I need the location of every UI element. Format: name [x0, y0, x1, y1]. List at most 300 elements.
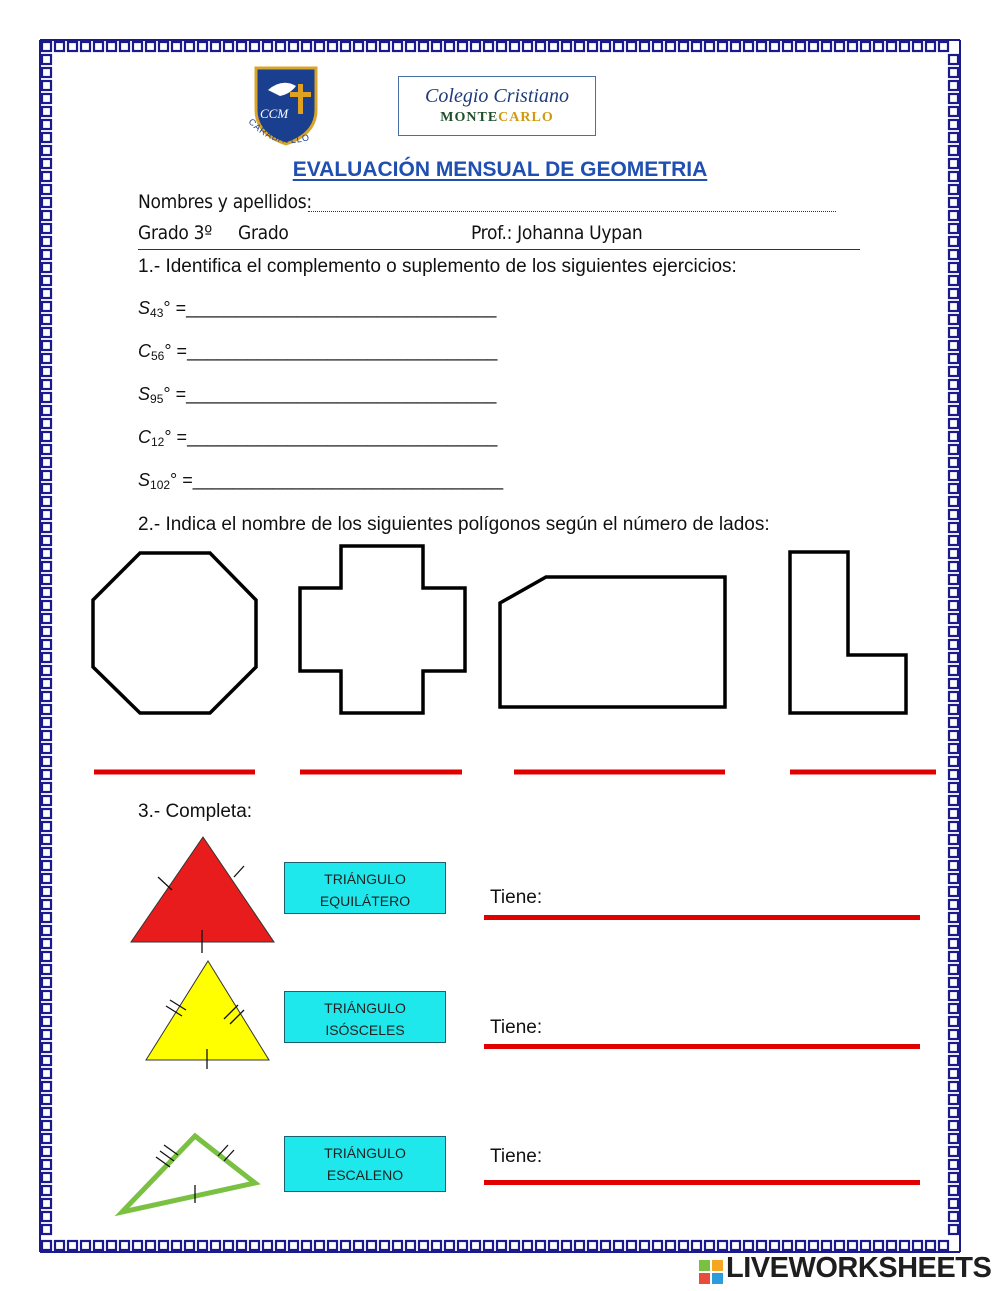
border-segment: [42, 367, 51, 376]
border-segment: [926, 1241, 935, 1250]
border-segment: [549, 42, 558, 51]
tiene-label: Tiene:: [490, 1146, 543, 1167]
border-segment: [393, 1241, 402, 1250]
border-segment: [471, 42, 480, 51]
border-segment: [237, 1241, 246, 1250]
school-name-part-b: CARLO: [498, 110, 554, 125]
border-segment: [653, 1241, 662, 1250]
triangles-figure: [110, 830, 290, 1220]
border-segment: [328, 1241, 337, 1250]
border-segment: [484, 1241, 493, 1250]
border-segment: [949, 315, 958, 324]
border-segment: [55, 1241, 64, 1250]
border-segment: [42, 354, 51, 363]
border-segment: [42, 1241, 51, 1250]
border-segment: [949, 848, 958, 857]
q2-prompt: 2.- Indica el nombre de los siguientes polígonos según el número de lados:: [138, 514, 770, 535]
school-crest-logo: [238, 60, 350, 150]
border-segment: [42, 81, 51, 90]
border-segment: [809, 42, 818, 51]
q3-prompt: 3.- Completa:: [138, 801, 253, 822]
octagon-shape: [93, 553, 256, 713]
border-segment: [949, 809, 958, 818]
border-segment: [900, 1241, 909, 1250]
border-segment: [42, 1056, 51, 1065]
border-segment: [575, 1241, 584, 1250]
crest-text: CCM: [260, 106, 289, 121]
border-segment: [861, 42, 870, 51]
border-segment: [949, 1004, 958, 1013]
border-segment: [42, 1043, 51, 1052]
border-segment: [949, 1108, 958, 1117]
border-segment: [949, 419, 958, 428]
border-segment: [42, 900, 51, 909]
header-divider: [138, 249, 860, 250]
border-segment: [949, 224, 958, 233]
border-segment: [42, 497, 51, 506]
teacher-label: Prof.: Johanna Uypan: [471, 222, 643, 244]
border-segment: [107, 1241, 116, 1250]
border-segment: [484, 42, 493, 51]
border-segment: [445, 42, 454, 51]
border-segment: [42, 1186, 51, 1195]
tiene-label: Tiene:: [490, 1017, 543, 1038]
border-segment: [445, 1241, 454, 1250]
border-segment: [42, 835, 51, 844]
border-segment: [224, 42, 233, 51]
answer-blank[interactable]: _______________________________: [192, 470, 504, 490]
grade-word: Grado: [238, 222, 289, 244]
border-segment: [640, 42, 649, 51]
border-segment: [341, 42, 350, 51]
border-segment: [949, 276, 958, 285]
border-segment: [250, 1241, 259, 1250]
border-segment: [42, 393, 51, 402]
border-segment: [809, 1241, 818, 1250]
border-segment: [133, 1241, 142, 1250]
border-segment: [380, 1241, 389, 1250]
border-segment: [159, 42, 168, 51]
border-segment: [835, 42, 844, 51]
border-segment: [949, 1095, 958, 1104]
border-segment: [406, 1241, 415, 1250]
border-segment: [900, 42, 909, 51]
border-segment: [757, 1241, 766, 1250]
border-segment: [887, 42, 896, 51]
border-segment: [718, 42, 727, 51]
q1-item: $C_{56}^\circ$ =_______________________________: [138, 341, 498, 363]
border-segment: [497, 42, 506, 51]
border-segment: [42, 991, 51, 1000]
border-segment: [94, 1241, 103, 1250]
border-segment: [42, 1212, 51, 1221]
border-segment: [42, 913, 51, 922]
border-segment: [250, 42, 259, 51]
border-segment: [949, 978, 958, 987]
border-segment: [536, 42, 545, 51]
border-segment: [276, 42, 285, 51]
box-line1: TRIÁNGULO: [324, 1000, 406, 1016]
border-segment: [42, 432, 51, 441]
border-segment: [679, 1241, 688, 1250]
box-line2: EQUILÁTERO: [319, 893, 411, 909]
name-field[interactable]: [308, 211, 836, 212]
border-segment: [949, 302, 958, 311]
border-segment: [949, 406, 958, 415]
answer-line[interactable]: [484, 1044, 920, 1049]
border-segment: [42, 445, 51, 454]
border-segment: [627, 42, 636, 51]
border-segment: [588, 1241, 597, 1250]
border-segment: [302, 1241, 311, 1250]
border-segment: [263, 1241, 272, 1250]
border-segment: [949, 107, 958, 116]
border-segment: [949, 471, 958, 480]
border-segment: [949, 510, 958, 519]
border-segment: [949, 952, 958, 961]
border-segment: [822, 42, 831, 51]
border-segment: [42, 289, 51, 298]
border-segment: [432, 42, 441, 51]
border-segment: [949, 1212, 958, 1221]
border-segment: [949, 289, 958, 298]
border-segment: [224, 1241, 233, 1250]
border-segment: [328, 42, 337, 51]
border-segment: [42, 42, 51, 51]
border-segment: [42, 341, 51, 350]
border-segment: [949, 991, 958, 1000]
border-segment: [42, 1121, 51, 1130]
border-segment: [42, 198, 51, 207]
border-segment: [949, 1225, 958, 1234]
border-segment: [367, 1241, 376, 1250]
page-title: EVALUACIÓN MENSUAL DE GEOMETRIA: [292, 158, 708, 181]
border-segment: [211, 42, 220, 51]
border-segment: [949, 835, 958, 844]
border-segment: [949, 250, 958, 259]
border-segment: [949, 328, 958, 337]
border-segment: [949, 1017, 958, 1026]
border-segment: [949, 913, 958, 922]
box-line1: TRIÁNGULO: [324, 1145, 406, 1161]
border-segment: [380, 42, 389, 51]
border-segment: [42, 107, 51, 116]
border-segment: [939, 1241, 948, 1250]
border-segment: [949, 861, 958, 870]
triangle-label-box: [284, 1136, 446, 1192]
border-segment: [315, 1241, 324, 1250]
border-segment: [949, 380, 958, 389]
border-segment: [42, 939, 51, 948]
border-segment: [510, 1241, 519, 1250]
grade-label: Grado 3º: [138, 222, 213, 244]
border-segment: [523, 42, 532, 51]
border-segment: [949, 1173, 958, 1182]
border-segment: [81, 1241, 90, 1250]
border-segment: [575, 42, 584, 51]
border-segment: [367, 42, 376, 51]
border-segment: [42, 1082, 51, 1091]
watermark-text: LIVEWORKSHEETS: [726, 1252, 992, 1284]
border-segment: [796, 42, 805, 51]
border-segment: [146, 42, 155, 51]
border-segment: [42, 861, 51, 870]
liveworksheets-logo-icon: [699, 1260, 723, 1284]
box-line2: ISÓSCELES: [325, 1022, 405, 1038]
school-name-line1: Colegio Cristiano: [425, 85, 569, 107]
border-segment: [276, 1241, 285, 1250]
border-segment: [705, 42, 714, 51]
border-segment: [861, 1241, 870, 1250]
border-segment: [146, 1241, 155, 1250]
border-segment: [172, 1241, 181, 1250]
border-segment: [185, 1241, 194, 1250]
border-segment: [949, 796, 958, 805]
border-segment: [949, 887, 958, 896]
border-segment: [949, 341, 958, 350]
border-segment: [874, 1241, 883, 1250]
border-segment: [949, 237, 958, 246]
border-segment: [614, 42, 623, 51]
border-segment: [185, 42, 194, 51]
name-label: Nombres y apellidos:: [138, 191, 312, 213]
isosceles-triangle: [146, 961, 269, 1060]
border-segment: [471, 1241, 480, 1250]
border-segment: [949, 94, 958, 103]
scalene-triangle: [122, 1136, 255, 1212]
border-segment: [949, 263, 958, 272]
border-segment: [133, 42, 142, 51]
border-segment: [42, 380, 51, 389]
border-segment: [42, 237, 51, 246]
border-segment: [949, 81, 958, 90]
border-segment: [949, 354, 958, 363]
answer-blank[interactable]: _______________________________: [187, 341, 498, 361]
border-segment: [42, 1134, 51, 1143]
border-segment: [81, 42, 90, 51]
pentagon-shape: [500, 577, 725, 707]
border-segment: [172, 42, 181, 51]
border-segment: [42, 276, 51, 285]
border-segment: [640, 1241, 649, 1250]
border-segment: [198, 42, 207, 51]
border-segment: [42, 874, 51, 883]
border-segment: [42, 952, 51, 961]
school-name-line2: [399, 110, 595, 126]
border-segment: [458, 42, 467, 51]
border-segment: [68, 1241, 77, 1250]
answer-blank[interactable]: _______________________________: [186, 298, 497, 318]
border-segment: [949, 445, 958, 454]
border-segment: [42, 68, 51, 77]
border-segment: [949, 874, 958, 883]
border-segment: [848, 1241, 857, 1250]
border-segment: [949, 926, 958, 935]
q1-item: $C_{12}^\circ$ =_______________________________: [138, 427, 498, 449]
border-segment: [42, 224, 51, 233]
border-segment: [949, 1134, 958, 1143]
border-segment: [42, 250, 51, 259]
border-segment: [627, 1241, 636, 1250]
border-segment: [42, 978, 51, 987]
answer-line[interactable]: [484, 915, 920, 920]
border-segment: [757, 42, 766, 51]
border-segment: [42, 1147, 51, 1156]
border-segment: [949, 367, 958, 376]
border-segment: [198, 1241, 207, 1250]
border-segment: [42, 796, 51, 805]
border-segment: [393, 42, 402, 51]
answer-line[interactable]: [484, 1180, 920, 1185]
border-segment: [949, 55, 958, 64]
border-segment: [926, 42, 935, 51]
border-segment: [848, 42, 857, 51]
border-segment: [939, 42, 948, 51]
border-segment: [419, 1241, 428, 1250]
border-segment: [949, 822, 958, 831]
border-segment: [42, 926, 51, 935]
border-segment: [120, 1241, 129, 1250]
q1-item: $S_{95}^\circ$ =_______________________________: [138, 384, 497, 406]
border-segment: [120, 42, 129, 51]
border-segment: [237, 42, 246, 51]
border-segment: [510, 42, 519, 51]
tiene-label: Tiene:: [490, 887, 543, 908]
answer-blank[interactable]: _______________________________: [186, 384, 497, 404]
cross-shape: [300, 546, 465, 713]
border-segment: [796, 1241, 805, 1250]
border-segment: [289, 42, 298, 51]
border-segment: [42, 1160, 51, 1169]
q1-item: $S_{43}^\circ$ =_______________________________: [138, 298, 497, 320]
border-segment: [42, 1004, 51, 1013]
border-segment: [949, 939, 958, 948]
border-segment: [601, 1241, 610, 1250]
border-segment: [55, 42, 64, 51]
border-segment: [42, 328, 51, 337]
answer-blank[interactable]: _______________________________: [187, 427, 498, 447]
border-segment: [42, 133, 51, 142]
box-line1: TRIÁNGULO: [324, 871, 406, 887]
border-segment: [949, 1147, 958, 1156]
border-segment: [949, 1186, 958, 1195]
q1-item: $S_{102}^\circ$ =_______________________________: [138, 470, 504, 492]
border-segment: [68, 42, 77, 51]
border-segment: [949, 1082, 958, 1091]
border-segment: [536, 1241, 545, 1250]
border-segment: [42, 1017, 51, 1026]
border-segment: [42, 55, 51, 64]
border-segment: [679, 42, 688, 51]
border-segment: [949, 1121, 958, 1130]
border-segment: [549, 1241, 558, 1250]
border-segment: [731, 1241, 740, 1250]
border-segment: [42, 848, 51, 857]
border-segment: [949, 1069, 958, 1078]
border-segment: [949, 211, 958, 220]
border-segment: [159, 1241, 168, 1250]
border-segment: [562, 42, 571, 51]
border-segment: [874, 42, 883, 51]
border-segment: [949, 146, 958, 155]
border-segment: [835, 1241, 844, 1250]
border-segment: [42, 406, 51, 415]
border-segment: [419, 42, 428, 51]
border-segment: [42, 809, 51, 818]
border-segment: [354, 42, 363, 51]
border-segment: [42, 146, 51, 155]
border-segment: [42, 1108, 51, 1117]
school-name-logo: [398, 76, 596, 136]
polygons-figure: [0, 530, 1000, 790]
border-segment: [42, 120, 51, 129]
border-segment: [458, 1241, 467, 1250]
border-segment: [42, 887, 51, 896]
border-segment: [913, 1241, 922, 1250]
box-line2: ESCALENO: [326, 1167, 404, 1183]
border-segment: [588, 42, 597, 51]
border-segment: [302, 42, 311, 51]
border-segment: [42, 94, 51, 103]
border-segment: [289, 1241, 298, 1250]
border-segment: [949, 497, 958, 506]
border-segment: [341, 1241, 350, 1250]
border-segment: [263, 42, 272, 51]
border-segment: [42, 1095, 51, 1104]
border-segment: [949, 393, 958, 402]
border-segment: [949, 185, 958, 194]
border-segment: [770, 1241, 779, 1250]
border-segment: [211, 1241, 220, 1250]
border-segment: [949, 900, 958, 909]
border-segment: [949, 1199, 958, 1208]
triangle-label-box: [284, 991, 446, 1043]
q1-prompt: 1.- Identifica el complemento o suplemento de los siguientes ejercicios:: [138, 256, 737, 277]
border-segment: [42, 185, 51, 194]
border-segment: [705, 1241, 714, 1250]
border-segment: [666, 42, 675, 51]
border-segment: [315, 42, 324, 51]
border-segment: [94, 42, 103, 51]
border-segment: [949, 133, 958, 142]
equilateral-triangle: [131, 837, 274, 942]
border-segment: [692, 1241, 701, 1250]
border-segment: [949, 965, 958, 974]
border-segment: [913, 42, 922, 51]
border-segment: [653, 42, 662, 51]
border-segment: [42, 315, 51, 324]
border-segment: [731, 42, 740, 51]
border-segment: [949, 1056, 958, 1065]
border-segment: [42, 484, 51, 493]
border-segment: [42, 458, 51, 467]
border-segment: [949, 68, 958, 77]
border-segment: [949, 432, 958, 441]
border-segment: [42, 965, 51, 974]
border-segment: [744, 42, 753, 51]
border-segment: [107, 42, 116, 51]
border-segment: [614, 1241, 623, 1250]
border-segment: [744, 1241, 753, 1250]
border-segment: [354, 1241, 363, 1250]
border-segment: [949, 1030, 958, 1039]
border-segment: [42, 419, 51, 428]
border-segment: [42, 211, 51, 220]
border-segment: [432, 1241, 441, 1250]
border-segment: [770, 42, 779, 51]
border-segment: [666, 1241, 675, 1250]
triangle-label-box: [284, 862, 446, 914]
